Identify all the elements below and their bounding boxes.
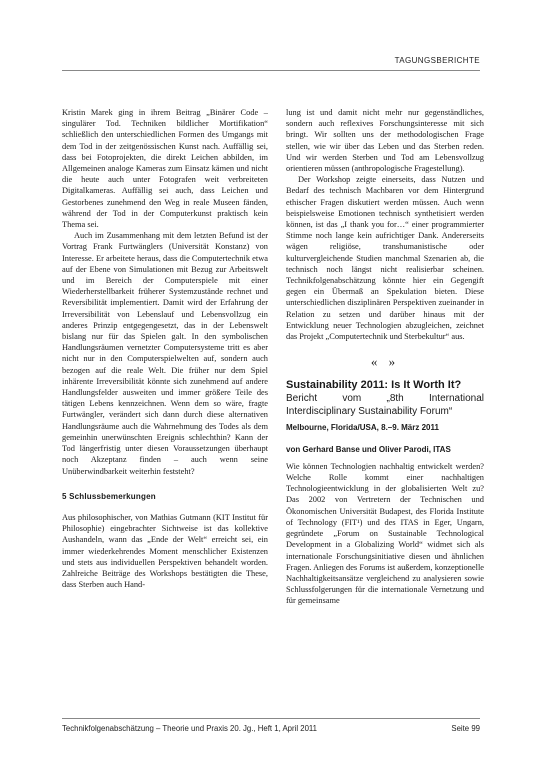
article-place-date: Melbourne, Florida/USA, 8.–9. März 2011 — [286, 423, 439, 433]
running-header: TAGUNGSBERICHTE — [394, 56, 480, 65]
paragraph: Der Workshop zeigte einerseits, dass Nutzen und Bedarf des technisch Machbaren vor dem Hintergrund ethischer Fragen diskutiert werden müssen. Auch wenn beispielsweise Emotionen technisch synthetisiert werden können, ist das „I thank you for…“ einer programmierter Stimme noch lange kein aufrichtiger Dank. Andererseits wägen religiöse, transhumanistische oder kulturvergleichende Studien manchmal Szenarien ab, die technisch noch längst nicht realisierbar scheinen. Technikfolgenabschätzung könnte hier ein Gegengift gegen ein Übermaß an Spekulation bieten. Diese unterschiedlichen disziplinären Perspektiven zueinander in Relation zu setzen und darüber hinaus mit der Entwicklung neuer Technologien abzugleichen, zeichnet das Projekt „Computertechnik und Sterbekultur“ aus. — [286, 175, 484, 342]
paragraph: Auch im Zusammenhang mit dem letzten Befund ist der Vortrag Frank Furtwänglers (Universität Konstanz) von Interesse. Er arbeitete heraus, dass die Computertechnik etwa auf der Ebene von Simulationen mit Bezug zur Arbeitswelt und im Bereich der Computerspiele mit einer Wiederherstellbarkeit früherer Systemzustände rechnet und Reversibilität implementiert. Damit wird der Erfahrung der Irreversibilität von Lebenslauf und Lebensvollzug ein anderes Prinzip entgegengesetzt, das in der Lebenswelt bislang nur für das Spielen galt. In den symbolischen Handlungsräumen vernetzter Computersysteme tritt es aber nicht nur in den Computerspielwelten auf, sondern auch bezogen auf die reale Welt. Die früher nur dem Spiel inhärente Irreversibilität könnte sich zunehmend auf andere Handlungsfelder ausweiten und immer größere Teile des tätigen Lebens kennzeichnen. Wenn dem so wäre, fragte Furtwängler, verändert sich dann durch diese alternativen Handlungsräume auch die Wahrnehmung des Todes als dem gemeinhin unerwünschten Ereignis schlechthin? Kann der Tod längerfristig unter diesen Voraussetzungen überhaupt noch Akzeptanz finden – auch wenn seine Unüberwindbarkeit weiterhin feststeht? — [62, 231, 268, 476]
article-divider: « » — [370, 354, 400, 370]
right-column — [286, 107, 484, 607]
article-subtitle: Bericht vom „8th International Interdisciplinary Sustainability Forum“ — [286, 393, 484, 417]
left-column — [62, 107, 268, 590]
footer-rule — [62, 718, 480, 719]
page-number: Seite 99 — [451, 724, 480, 733]
paragraph: Wie können Technologien nachhaltig entwickelt werden? Welche Rolle kommt einer nachhaltigen Technologieentwicklung in der globalisierten Welt zu? Das 2002 von Vertretern der Technischen und Ökonomischen Universität Budapest, des Florida Institute of Technology (FIT¹) und des ITAS in Eger, Ungarn, gegründete „Forum on Sustainable Technological Development in a Globalizing World“ widmet sich als internationale Forschungsinitiative diesen und ähnlichen Fragen. Anliegen des Forums ist außerdem, konzeptionelle Nachhaltigkeitsansätze vergleichend zu analysieren sowie Schlussfolgerungen für die internationale Vernetzung und für gemeinsame — [286, 461, 484, 606]
article-authors: von Gerhard Banse und Oliver Parodi, ITAS — [286, 444, 451, 454]
header-rule — [62, 70, 480, 71]
journal-citation: Technikfolgenabschätzung – Theorie und Praxis 20. Jg., Heft 1, April 2011 — [62, 724, 318, 733]
page-footer — [62, 724, 480, 733]
paragraph: Kristin Marek ging in ihrem Beitrag „Binärer Code – singulärer Tod. Techniken bildlicher Mortifikation“ schließlich den unterschiedlichen Formen des Umgangs mit dem Tod in der zeitgenössischen Kunst nach. Auffällig sei, dass bei Fotoprojekten, die direkt Leichen abbilden, im Allgemeinen analoge Kameras zum Einsatz kämen und nicht die heute auch unter Fotografen weit verbreiteten Digitalkameras. Auffällig sei auch, dass Leichen und Gestorbenes zunehmend den Weg in reale Museen fänden, während der Tod in der Computerkunst praktisch kein Thema sei. — [62, 108, 268, 230]
paragraph: lung ist und damit nicht mehr nur gegenständliches, sondern auch reflexives Forschungsinteresse mit sich bringt. Wir sollten uns der methodologischen Frage stellen, wie wir über das Leben und das Sterben reden. Und wir werden Sterben und Tod am Lebensvollzug orientieren müssen (anthropologische Fragestellung). — [286, 108, 484, 174]
article-title: Sustainability 2011: Is It Worth It? — [286, 379, 462, 392]
paragraph: Aus philosophischer, von Mathias Gutmann (KIT Institut für Philosophie) eingebrachter Sichtweise ist das kollektive Aushandeln, wann das „Ende der Welt“ erreicht sei, ein immer wiederkehrendes Moment menschlicher Existenzen und stets aus individuellen Perspektiven behandelt worden. Zahlreiche Beiträge des Workshops bestätigten die These, dass Sterben auch Hand- — [62, 512, 268, 590]
section-heading: 5 Schlussbemerkungen — [62, 491, 156, 501]
